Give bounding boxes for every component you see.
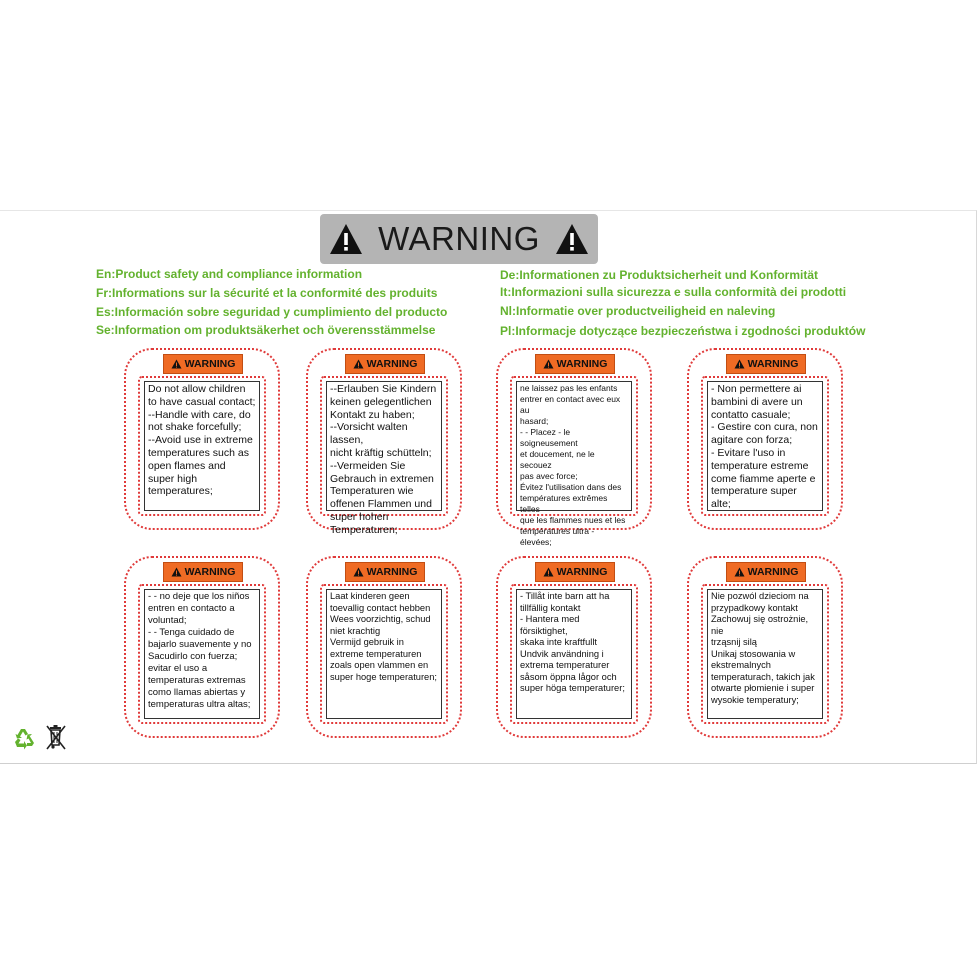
warning-label-text: WARNING: [184, 566, 236, 578]
warning-label-text: WARNING: [556, 358, 608, 370]
lang-it: It:Informazioni sulla sicurezza e sulla conformità dei prodotti: [500, 285, 847, 299]
warning-label-text: WARNING: [184, 358, 236, 370]
warning-label-text: WARNING: [366, 358, 418, 370]
warning-card-se: [496, 556, 652, 738]
warning-card-de: [306, 348, 462, 536]
lang-se: Se:Information om produktsäkerhet och överensstämmelse: [96, 323, 436, 337]
warning-triangle-icon: [328, 222, 364, 256]
card-text-frame: [320, 376, 448, 536]
card-text: - Non permettere ai bambini di avere un contatto casuale; - Gestire con cura, non agitare con forza; - Evitare l'uso in temperature estreme come fiamme aperte e temperature super alte;: [707, 381, 823, 511]
crossed-out-wheelie-bin-icon: [44, 723, 68, 751]
warning-card-en: [124, 348, 280, 530]
card-text-frame: [701, 376, 829, 516]
warning-label-text: WARNING: [747, 566, 799, 578]
card-text: Laat kinderen geen toevallig contact hebben Wees voorzichtig, schud niet krachtig Vermijd gebruik in extreme temperaturen zoals open vlammen en super hoge temperaturen;: [326, 589, 442, 719]
warning-triangle-icon: [171, 567, 182, 577]
warning-banner: [320, 214, 598, 264]
card-text: Nie pozwól dzieciom na przypadkowy kontakt Zachowuj się ostrożnie, nie trząsnij silą Unikaj stosowania w ekstremalnych temperaturach, takich jak otwarte płomienie i super wysokie temperatury;: [707, 589, 823, 719]
warning-label-text: WARNING: [556, 566, 608, 578]
card-text: - Tillåt inte barn att ha tillfällig kontakt - Hantera med försiktighet, skaka inte kraftfullt Undvik användning i extrema temperaturer såsom öppna lågor och super höga temperaturer;: [516, 589, 632, 719]
warning-label: [726, 562, 806, 582]
card-text-frame: [701, 584, 829, 724]
lang-pl: Pl:Informacje dotyczące bezpieczeństwa i zgodności produktów: [500, 324, 866, 338]
card-text: - - no deje que los niños entren en contacto a voluntad; - - Tenga cuidado de bajarlo suavemente y no Sacudirlo con fuerza; evitar el uso a temperaturas extremas como llamas abiertas y temperaturas ultra altas;: [144, 589, 260, 719]
warning-card-fr: [496, 348, 652, 547]
lang-nl: Nl:Informatie over productveiligheid en naleving: [500, 304, 776, 318]
card-text-frame: [138, 584, 266, 724]
warning-triangle-icon: [171, 359, 182, 369]
warning-triangle-icon: [734, 359, 745, 369]
warning-label-text: WARNING: [366, 566, 418, 578]
warning-label: [345, 354, 425, 374]
card-text: Do not allow children to have casual contact; --Handle with care, do not shake forcefully; --Avoid use in extreme temperatures such as open flames and super high temperatures;: [144, 381, 260, 511]
lang-en: En:Product safety and compliance information: [96, 267, 363, 281]
warning-label: [163, 562, 243, 582]
lang-de: De:Informationen zu Produktsicherheit und Konformität: [500, 268, 819, 282]
warning-label: [726, 354, 806, 374]
warning-label: [535, 354, 615, 374]
warning-label: [535, 562, 615, 582]
warning-label: [345, 562, 425, 582]
banner-title: WARNING: [378, 220, 540, 257]
warning-triangle-icon: [543, 567, 554, 577]
warning-triangle-icon: [543, 359, 554, 369]
warning-card-pl: [687, 556, 843, 738]
recycle-icon: [12, 727, 38, 751]
warning-triangle-icon: [554, 222, 590, 256]
warning-label: [163, 354, 243, 374]
warning-triangle-icon: [734, 567, 745, 577]
card-text-frame: [510, 584, 638, 724]
card-text-frame: [510, 376, 638, 547]
card-text-frame: [138, 376, 266, 516]
card-text-frame: [320, 584, 448, 724]
warning-label-text: WARNING: [747, 358, 799, 370]
warning-triangle-icon: [353, 567, 364, 577]
card-text: --Erlauben Sie Kindern keinen gelegentlichen Kontakt zu haben; --Vorsicht walten lassen, nicht kräftig schütteln; --Vermeiden Sie Gebrauch in extremen Temperaturen wie offenen Flammen und super hohen Temperaturen;: [326, 381, 442, 511]
warning-triangle-icon: [353, 359, 364, 369]
lang-fr: Fr:Informations sur la sécurité et la conformité des produits: [96, 286, 438, 300]
warning-card-es: [124, 556, 280, 738]
warning-card-nl: [306, 556, 462, 738]
warning-card-it: [687, 348, 843, 530]
lang-es: Es:Información sobre seguridad y cumplimiento del producto: [96, 305, 448, 319]
card-text: ne laissez pas les enfants entrer en contact avec eux au hasard; - - Placez - le soigneusement et doucement, ne le secouez pas avec force; Évitez l'utilisation dans des températures extrêmes telles que les flammes nues et les températures ultra - élevées;: [516, 381, 632, 511]
